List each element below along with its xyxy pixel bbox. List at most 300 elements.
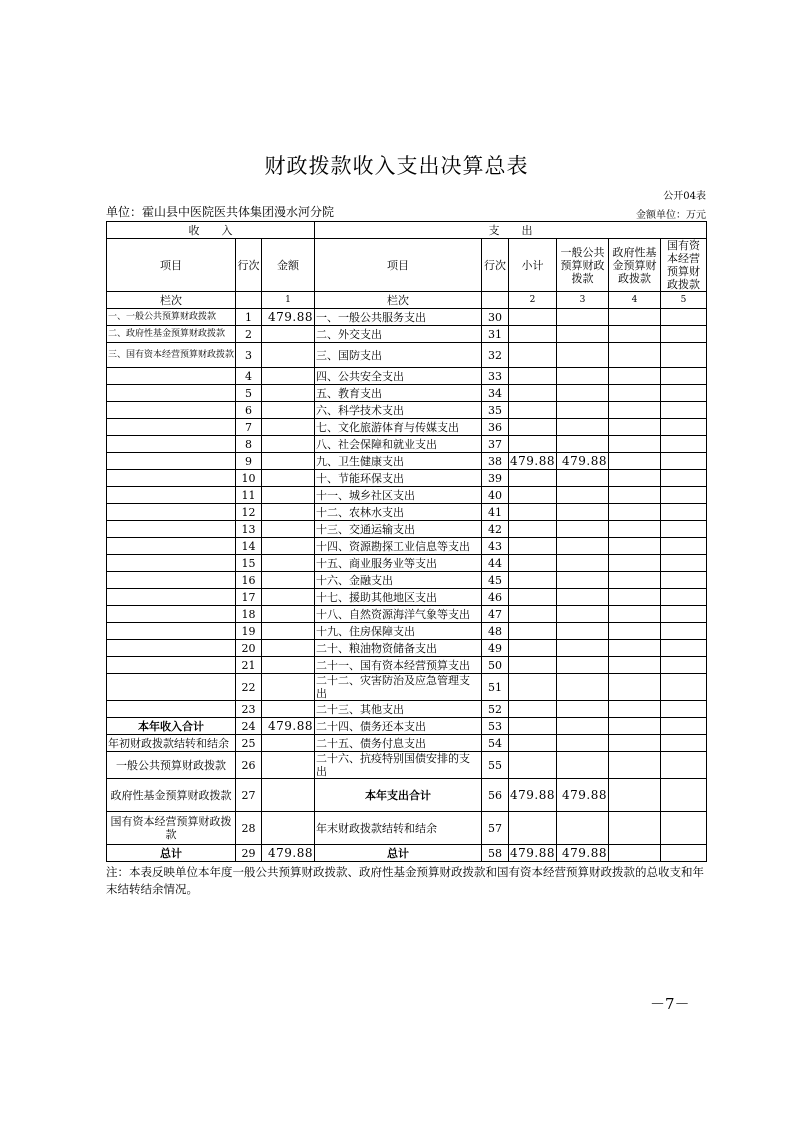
fund-budget-cell — [609, 572, 661, 589]
subtotal-cell — [509, 674, 557, 701]
table-row — [107, 718, 707, 735]
income-item-cell: 国有资本经营预算财政拨款 — [107, 812, 236, 845]
income-row-no-cell: 6 — [236, 402, 262, 419]
general-budget-cell — [557, 538, 609, 555]
table-row — [107, 538, 707, 555]
expense-row-no-cell: 51 — [482, 674, 509, 701]
general-budget-cell — [557, 368, 609, 385]
table-row — [107, 674, 707, 701]
fund-budget-cell — [609, 606, 661, 623]
subtotal-cell — [509, 436, 557, 453]
expense-item-cell: 十一、城乡社区支出 — [315, 487, 482, 504]
fund-budget-cell — [609, 812, 661, 845]
subtotal-cell — [509, 752, 557, 779]
income-amount-cell: 479.88 — [262, 845, 315, 862]
table-row — [107, 572, 707, 589]
col-number: 5 — [661, 292, 707, 309]
table-row — [107, 521, 707, 538]
footnote: 注：本表反映单位本年度一般公共预算财政拨款、政府性基金预算财政拨款和国有资本经营预算财政拨款的总收支和年末结转结余情况。 — [106, 865, 704, 896]
fund-budget-cell — [609, 589, 661, 606]
general-budget-cell — [557, 343, 609, 368]
general-budget-cell: 479.88 — [557, 845, 609, 862]
expense-item-cell: 九、卫生健康支出 — [315, 453, 482, 470]
expense-row-no-cell: 42 — [482, 521, 509, 538]
subtotal-cell — [509, 555, 557, 572]
expense-header: 支 出 — [315, 222, 707, 239]
subtotal-cell — [509, 343, 557, 368]
general-budget-cell — [557, 419, 609, 436]
expense-item-cell: 十二、农林水支出 — [315, 504, 482, 521]
fund-budget-cell — [609, 343, 661, 368]
income-row-no-cell: 11 — [236, 487, 262, 504]
income-amount-cell — [262, 470, 315, 487]
empty-cell — [236, 292, 262, 309]
fund-budget-cell — [609, 640, 661, 657]
soe-budget-cell — [661, 521, 707, 538]
income-row-no-cell: 20 — [236, 640, 262, 657]
expense-row-no-cell: 41 — [482, 504, 509, 521]
income-item-cell — [107, 623, 236, 640]
subtotal-cell — [509, 735, 557, 752]
soe-budget-cell — [661, 589, 707, 606]
soe-budget-cell — [661, 453, 707, 470]
income-item-cell — [107, 674, 236, 701]
fund-budget-cell — [609, 419, 661, 436]
expense-item-header: 项目 — [315, 239, 482, 292]
expense-item-cell: 年末财政拨款结转和结余 — [315, 812, 482, 845]
table-row — [107, 309, 707, 326]
income-row-no-cell: 28 — [236, 812, 262, 845]
soe-budget-cell — [661, 368, 707, 385]
fund-budget-cell — [609, 504, 661, 521]
expense-item-cell: 二、外交支出 — [315, 326, 482, 343]
soe-budget-cell — [661, 555, 707, 572]
income-item-header: 项目 — [107, 239, 236, 292]
unit-label: 单位：霍山县中医院医共体集团漫水河分院 — [106, 205, 335, 219]
income-amount-cell — [262, 640, 315, 657]
income-item-cell: 总计 — [107, 845, 236, 862]
subtotal-cell — [509, 470, 557, 487]
col-label: 栏次 — [107, 292, 236, 309]
expense-item-cell: 总计 — [315, 845, 482, 862]
subtotal-cell: 479.88 — [509, 779, 557, 812]
table-row — [107, 623, 707, 640]
subtotal-cell — [509, 504, 557, 521]
expense-item-cell: 四、公共安全支出 — [315, 368, 482, 385]
form-code: 公开04表 — [663, 191, 706, 202]
table-row — [107, 752, 707, 779]
subtotal-cell — [509, 402, 557, 419]
table-row — [107, 419, 707, 436]
fund-budget-cell — [609, 453, 661, 470]
income-amount-cell: 479.88 — [262, 309, 315, 326]
income-amount-cell — [262, 735, 315, 752]
general-budget-cell: 479.88 — [557, 779, 609, 812]
income-row-no-cell: 21 — [236, 657, 262, 674]
expense-row-no-cell: 31 — [482, 326, 509, 343]
fund-budget-cell — [609, 326, 661, 343]
soe-budget-cell — [661, 606, 707, 623]
income-item-cell: 三、国有资本经营预算财政拨款 — [107, 343, 236, 368]
income-row-no-cell: 7 — [236, 419, 262, 436]
expense-row-no-cell: 53 — [482, 718, 509, 735]
income-item-cell: 政府性基金预算财政拨款 — [107, 779, 236, 812]
fund-budget-cell — [609, 436, 661, 453]
income-row-no-cell: 12 — [236, 504, 262, 521]
table-row — [107, 657, 707, 674]
subtotal-cell — [509, 309, 557, 326]
table-row — [107, 343, 707, 368]
income-row-no-cell: 22 — [236, 674, 262, 701]
fund-budget-cell — [609, 368, 661, 385]
expense-item-cell: 二十一、国有资本经营预算支出 — [315, 657, 482, 674]
expense-row-no-cell: 54 — [482, 735, 509, 752]
fund-budget-cell — [609, 487, 661, 504]
income-row-no-cell: 10 — [236, 470, 262, 487]
expense-item-cell: 八、社会保障和就业支出 — [315, 436, 482, 453]
expense-row-no-cell: 45 — [482, 572, 509, 589]
subtotal-cell — [509, 419, 557, 436]
income-amount-cell — [262, 343, 315, 368]
fund-budget-header: 政府性基金预算财政拨款 — [609, 239, 661, 292]
subtotal-cell — [509, 657, 557, 674]
income-amount-cell — [262, 779, 315, 812]
expense-row-no-cell: 57 — [482, 812, 509, 845]
expense-item-cell: 七、文化旅游体育与传媒支出 — [315, 419, 482, 436]
subtotal-cell — [509, 606, 557, 623]
income-item-cell — [107, 368, 236, 385]
general-budget-cell — [557, 326, 609, 343]
page-number: －7－ — [650, 995, 690, 1013]
expense-row-no-cell: 46 — [482, 589, 509, 606]
fund-budget-cell — [609, 674, 661, 701]
table-row — [107, 487, 707, 504]
income-amount-cell — [262, 402, 315, 419]
table-row — [107, 436, 707, 453]
general-budget-cell — [557, 589, 609, 606]
income-row-no-cell: 29 — [236, 845, 262, 862]
soe-budget-cell — [661, 572, 707, 589]
soe-budget-cell — [661, 845, 707, 862]
soe-budget-cell — [661, 402, 707, 419]
income-amount-cell — [262, 436, 315, 453]
general-budget-cell — [557, 812, 609, 845]
table-row — [107, 470, 707, 487]
income-item-cell — [107, 504, 236, 521]
subtotal-cell: 479.88 — [510, 845, 556, 860]
income-row-no-cell: 27 — [236, 779, 262, 812]
subtotal-cell — [509, 701, 557, 718]
table-row — [107, 504, 707, 521]
income-amount-cell — [262, 674, 315, 701]
general-budget-cell — [557, 572, 609, 589]
income-item-cell — [107, 555, 236, 572]
income-row-no-cell: 5 — [236, 385, 262, 402]
expense-row-no-cell: 30 — [482, 309, 509, 326]
expense-row-no-cell: 50 — [482, 657, 509, 674]
expense-row-no-cell: 36 — [482, 419, 509, 436]
table-row — [107, 326, 707, 343]
general-budget-cell — [557, 674, 609, 701]
income-item-cell: 一、一般公共预算财政拨款 — [107, 309, 236, 326]
expense-item-cell: 二十、粮油物资储备支出 — [315, 640, 482, 657]
income-item-cell: 一般公共预算财政拨款 — [107, 752, 236, 779]
expense-item-cell: 本年支出合计 — [315, 779, 482, 812]
income-row-no-cell: 3 — [236, 343, 262, 368]
col-label: 栏次 — [315, 292, 482, 309]
subtotal-cell — [509, 640, 557, 657]
general-budget-cell — [557, 735, 609, 752]
income-row-no-cell: 2 — [236, 326, 262, 343]
general-budget-cell — [557, 623, 609, 640]
income-amount-cell — [262, 487, 315, 504]
expense-item-cell: 十四、资源勘探工业信息等支出 — [315, 538, 482, 555]
expense-row-no-cell: 40 — [482, 487, 509, 504]
expense-item-cell: 十六、金融支出 — [315, 572, 482, 589]
soe-budget-header: 国有资本经营预算财政拨款 — [661, 239, 707, 292]
income-item-cell — [107, 453, 236, 470]
table-row — [107, 735, 707, 752]
income-item-cell: 本年收入合计 — [107, 718, 236, 735]
fund-budget-cell — [609, 402, 661, 419]
income-item-cell — [107, 419, 236, 436]
subtotal-cell — [509, 521, 557, 538]
income-row-no-cell: 18 — [236, 606, 262, 623]
subtotal-cell — [509, 572, 557, 589]
expense-row-no-cell: 43 — [482, 538, 509, 555]
income-row-no-cell: 9 — [236, 453, 262, 470]
income-row-no-cell: 16 — [236, 572, 262, 589]
income-row-no-cell: 24 — [236, 718, 262, 735]
expense-item-cell: 二十四、债务还本支出 — [315, 718, 482, 735]
income-item-cell — [107, 538, 236, 555]
expense-item-cell: 一、一般公共服务支出 — [315, 309, 482, 326]
table-row — [107, 555, 707, 572]
expense-item-cell: 五、教育支出 — [315, 385, 482, 402]
fund-budget-cell — [609, 779, 661, 812]
general-budget-cell — [557, 504, 609, 521]
expense-item-cell: 二十二、灾害防治及应急管理支出 — [315, 674, 482, 701]
fund-budget-cell — [609, 657, 661, 674]
expense-row-no-cell: 58 — [482, 845, 509, 862]
general-budget-cell — [557, 436, 609, 453]
subtotal-header: 小计 — [509, 239, 557, 292]
expense-row-no-cell: 34 — [482, 385, 509, 402]
table-row — [107, 606, 707, 623]
income-item-cell: 年初财政拨款结转和结余 — [107, 735, 236, 752]
subtotal-cell — [509, 718, 557, 735]
expense-item-cell: 十五、商业服务业等支出 — [315, 555, 482, 572]
expense-row-no-cell: 47 — [482, 606, 509, 623]
empty-cell — [482, 292, 509, 309]
expense-row-no-cell: 32 — [482, 343, 509, 368]
fund-budget-cell — [609, 309, 661, 326]
col-number: 2 — [509, 292, 557, 309]
soe-budget-cell — [661, 779, 707, 812]
income-amount-cell — [262, 752, 315, 779]
subtotal-cell — [509, 538, 557, 555]
income-item-cell — [107, 487, 236, 504]
income-item-cell — [107, 436, 236, 453]
expense-row-no-cell: 39 — [482, 470, 509, 487]
subtotal-cell — [509, 385, 557, 402]
income-item-cell — [107, 701, 236, 718]
income-amount-cell — [262, 538, 315, 555]
income-amount-cell — [262, 453, 315, 470]
expense-row-no-cell: 37 — [482, 436, 509, 453]
income-amount-cell — [262, 623, 315, 640]
income-row-no-cell: 25 — [236, 735, 262, 752]
expense-item-cell: 二十六、抗疫特别国债安排的支出 — [315, 752, 482, 779]
soe-budget-cell — [661, 657, 707, 674]
income-amount-header: 金额 — [262, 239, 315, 292]
income-item-cell — [107, 385, 236, 402]
fund-budget-cell — [609, 718, 661, 735]
income-item-cell — [107, 521, 236, 538]
fund-budget-cell — [609, 385, 661, 402]
soe-budget-cell — [661, 309, 707, 326]
general-budget-cell — [557, 402, 609, 419]
general-budget-cell — [557, 640, 609, 657]
expense-item-cell: 二十三、其他支出 — [315, 701, 482, 718]
income-amount-cell — [262, 572, 315, 589]
income-item-cell — [107, 657, 236, 674]
income-item-cell — [107, 589, 236, 606]
soe-budget-cell — [661, 640, 707, 657]
soe-budget-cell — [661, 812, 707, 845]
col-number: 1 — [262, 292, 315, 309]
soe-budget-cell — [661, 436, 707, 453]
income-amount-cell — [262, 701, 315, 718]
soe-budget-cell — [661, 538, 707, 555]
budget-table — [106, 221, 707, 862]
fund-budget-cell — [609, 521, 661, 538]
subtotal-cell: 479.88 — [510, 453, 556, 468]
income-amount-cell — [262, 589, 315, 606]
expense-item-cell: 三、国防支出 — [315, 343, 482, 368]
subtotal-cell — [509, 326, 557, 343]
table-row — [107, 845, 707, 862]
income-amount-cell: 479.88 — [262, 718, 315, 735]
soe-budget-cell — [661, 718, 707, 735]
table-row — [107, 402, 707, 419]
expense-item-cell: 十九、住房保障支出 — [315, 623, 482, 640]
subtotal-cell — [509, 589, 557, 606]
income-row-no-cell: 4 — [236, 368, 262, 385]
subtotal-cell — [509, 623, 557, 640]
soe-budget-cell — [661, 470, 707, 487]
expense-row-no-cell: 52 — [482, 701, 509, 718]
income-item-cell: 二、政府性基金预算财政拨款 — [107, 326, 236, 343]
income-row-no-cell: 14 — [236, 538, 262, 555]
income-item-cell — [107, 470, 236, 487]
fund-budget-cell — [609, 623, 661, 640]
general-budget-cell — [557, 555, 609, 572]
soe-budget-cell — [661, 385, 707, 402]
expense-row-no-cell: 38 — [482, 453, 509, 470]
fund-budget-cell — [609, 538, 661, 555]
soe-budget-cell — [661, 623, 707, 640]
general-budget-cell — [557, 752, 609, 779]
fund-budget-cell — [609, 845, 661, 862]
soe-budget-cell — [661, 735, 707, 752]
general-budget-cell — [557, 606, 609, 623]
table-row — [107, 812, 707, 845]
soe-budget-cell — [661, 752, 707, 779]
expense-row-no-cell: 48 — [482, 623, 509, 640]
income-item-cell — [107, 572, 236, 589]
subtotal-cell — [509, 487, 557, 504]
income-row-no-cell: 8 — [236, 436, 262, 453]
income-amount-cell — [262, 419, 315, 436]
income-amount-cell — [262, 504, 315, 521]
general-budget-header: 一般公共预算财政拨款 — [557, 239, 609, 292]
soe-budget-cell — [661, 504, 707, 521]
income-amount-cell — [262, 326, 315, 343]
expense-item-cell: 六、科学技术支出 — [315, 402, 482, 419]
table-row — [107, 368, 707, 385]
col-number: 4 — [609, 292, 661, 309]
page-title: 财政拨款收入支出决算总表 — [264, 154, 529, 178]
income-amount-cell — [262, 555, 315, 572]
general-budget-cell — [557, 718, 609, 735]
income-row-no-header: 行次 — [236, 239, 262, 292]
expense-item-cell: 十八、自然资源海洋气象等支出 — [315, 606, 482, 623]
income-row-no-cell: 15 — [236, 555, 262, 572]
income-item-cell — [107, 640, 236, 657]
table-row — [107, 640, 707, 657]
general-budget-cell — [557, 309, 609, 326]
fund-budget-cell — [609, 735, 661, 752]
soe-budget-cell — [661, 419, 707, 436]
table-row — [107, 779, 707, 812]
expense-row-no-cell: 44 — [482, 555, 509, 572]
expense-row-no-cell: 49 — [482, 640, 509, 657]
income-row-no-cell: 17 — [236, 589, 262, 606]
income-row-no-cell: 1 — [236, 309, 262, 326]
soe-budget-cell — [661, 487, 707, 504]
subtotal-cell — [509, 812, 557, 845]
income-row-no-cell: 13 — [236, 521, 262, 538]
general-budget-cell — [557, 701, 609, 718]
general-budget-cell: 479.88 — [557, 453, 609, 470]
expense-item-cell: 二十五、债务付息支出 — [315, 735, 482, 752]
table-row — [107, 589, 707, 606]
fund-budget-cell — [609, 555, 661, 572]
table-row — [107, 385, 707, 402]
expense-row-no-cell: 55 — [482, 752, 509, 779]
income-amount-cell — [262, 812, 315, 845]
soe-budget-cell — [661, 326, 707, 343]
general-budget-cell — [557, 385, 609, 402]
table-row — [107, 453, 707, 470]
table-row — [107, 701, 707, 718]
expense-item-cell: 十三、交通运输支出 — [315, 521, 482, 538]
general-budget-cell — [557, 470, 609, 487]
income-amount-cell — [262, 368, 315, 385]
soe-budget-cell — [661, 674, 707, 701]
expense-item-cell: 十、节能环保支出 — [315, 470, 482, 487]
fund-budget-cell — [609, 701, 661, 718]
col-number: 3 — [557, 292, 609, 309]
income-item-cell — [107, 402, 236, 419]
income-item-cell — [107, 606, 236, 623]
income-row-no-cell: 26 — [236, 752, 262, 779]
fund-budget-cell — [609, 752, 661, 779]
income-amount-cell — [262, 657, 315, 674]
general-budget-cell — [557, 657, 609, 674]
income-header: 收 入 — [107, 222, 315, 239]
